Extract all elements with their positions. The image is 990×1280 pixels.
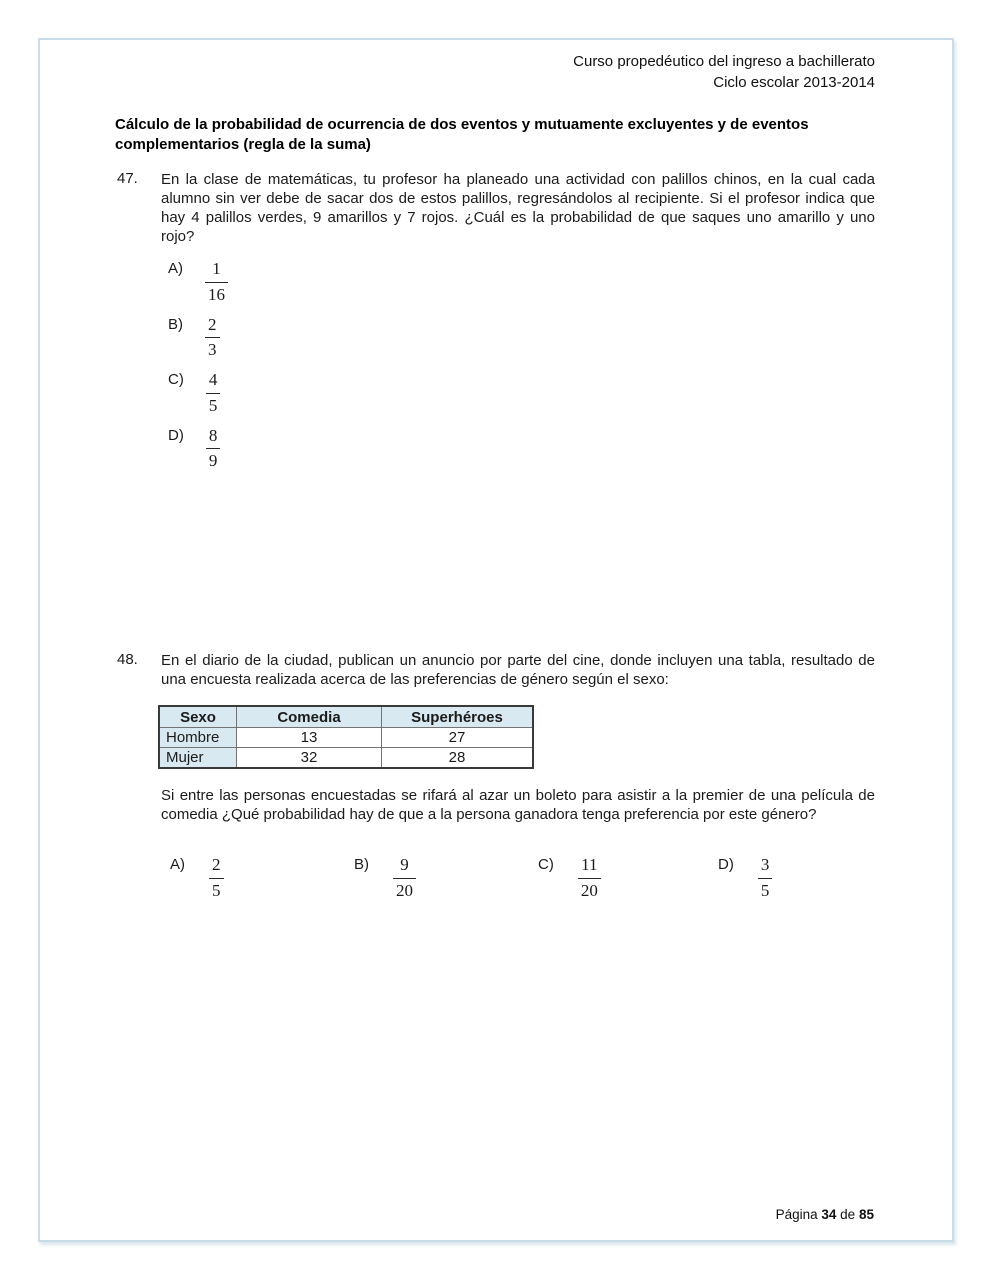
fraction-numerator: 1 [212, 259, 221, 278]
option-a [168, 260, 228, 316]
option-d [718, 856, 772, 900]
option-b-fraction [393, 856, 416, 900]
question-47-options [168, 260, 228, 482]
fraction-denominator: 16 [205, 282, 228, 305]
option-c [168, 371, 228, 427]
fraction-numerator: 8 [208, 425, 218, 445]
row-label-mujer: Mujer [159, 748, 237, 769]
question-47-text: En la clase de matemáticas, tu profesor ha planeado una actividad con palillos chinos, en la cual cada alumno sin ver debe de sacar dos de estos palillos, regresándolos al recipiente. Si el profesor indica que hay 4 palillos verdes, 9 amarillos y 7 rojos. ¿Cuál es la probabilidad de que saques uno amarillo y uno rojo? [161, 171, 875, 245]
fraction-numerator: 4 [208, 370, 218, 389]
header-superheroes: Superhéroes [382, 706, 534, 728]
header-course-title: Curso propedéutico del ingreso a bachillerato [573, 53, 875, 70]
section-heading: Cálculo de la probabilidad de ocurrencia de dos eventos y mutuamente excluyentes y de eventos complementarios (regla de la suma) [115, 116, 809, 153]
table-row [159, 728, 533, 748]
fraction-denominator: 20 [578, 878, 601, 901]
option-c-fraction [578, 856, 601, 900]
option-d-label: D) [718, 856, 734, 873]
footer-page-number: 34 [821, 1207, 837, 1222]
question-47-number: 47. [117, 170, 138, 187]
table-header-row [159, 706, 533, 728]
fraction-denominator: 5 [758, 878, 773, 901]
question-48-options [170, 856, 890, 916]
option-c-fraction [206, 371, 221, 415]
cell-mujer-comedia: 32 [237, 748, 382, 769]
question-47 [115, 170, 877, 246]
fraction-numerator: 11 [581, 855, 598, 874]
table-row [159, 748, 533, 769]
option-d [168, 427, 228, 483]
option-c-label: C) [538, 856, 554, 873]
option-a-fraction [209, 856, 224, 900]
cell-hombre-comedia: 13 [237, 728, 382, 748]
row-label-hombre: Hombre [159, 728, 237, 748]
option-a-label: A) [170, 856, 185, 873]
fraction-numerator: 2 [212, 855, 221, 874]
fraction-denominator: 5 [209, 878, 224, 901]
option-b [168, 316, 228, 372]
header-sexo: Sexo [159, 706, 237, 728]
question-48 [115, 651, 877, 689]
fraction-numerator: 2 [208, 314, 217, 334]
footer-middle: de [840, 1207, 856, 1222]
option-a [170, 856, 224, 900]
cell-hombre-superheroes: 27 [382, 728, 534, 748]
option-c-label: C) [168, 371, 184, 388]
fraction-denominator: 3 [205, 337, 220, 360]
page-footer [776, 1207, 874, 1222]
option-a-fraction [205, 260, 228, 304]
option-b [354, 856, 416, 900]
preferences-table [158, 705, 534, 769]
fraction-numerator: 9 [400, 855, 409, 874]
footer-total-pages: 85 [858, 1207, 874, 1222]
fraction-denominator: 9 [206, 448, 221, 471]
option-b-label: B) [168, 315, 183, 333]
question-48-text: En el diario de la ciudad, publican un anuncio por parte del cine, donde incluyen una tabla, resultado de una encuesta realizada acerca de las preferencias de género según el sexo: [161, 652, 875, 688]
question-48-number: 48. [117, 651, 138, 668]
option-d-label: D) [168, 426, 184, 444]
option-b-label: B) [354, 856, 369, 873]
cell-mujer-superheroes: 28 [382, 748, 534, 769]
option-d-fraction [206, 427, 221, 471]
option-c [538, 856, 601, 900]
document-header [573, 51, 875, 93]
question-48-text-2: Si entre las personas encuestadas se rifará al azar un boleto para asistir a la premier de una película de comedia ¿Qué probabilidad hay de que a la persona ganadora tenga preferencia por este género? [161, 787, 875, 823]
fraction-numerator: 3 [760, 855, 770, 874]
fraction-denominator: 5 [206, 393, 221, 416]
fraction-denominator: 20 [393, 878, 416, 901]
option-b-fraction [205, 316, 220, 360]
option-d-fraction [758, 856, 773, 900]
header-comedia: Comedia [237, 706, 382, 728]
footer-prefix: Página [775, 1207, 818, 1222]
header-school-cycle: Ciclo escolar 2013-2014 [713, 74, 875, 91]
option-a-label: A) [168, 260, 183, 277]
